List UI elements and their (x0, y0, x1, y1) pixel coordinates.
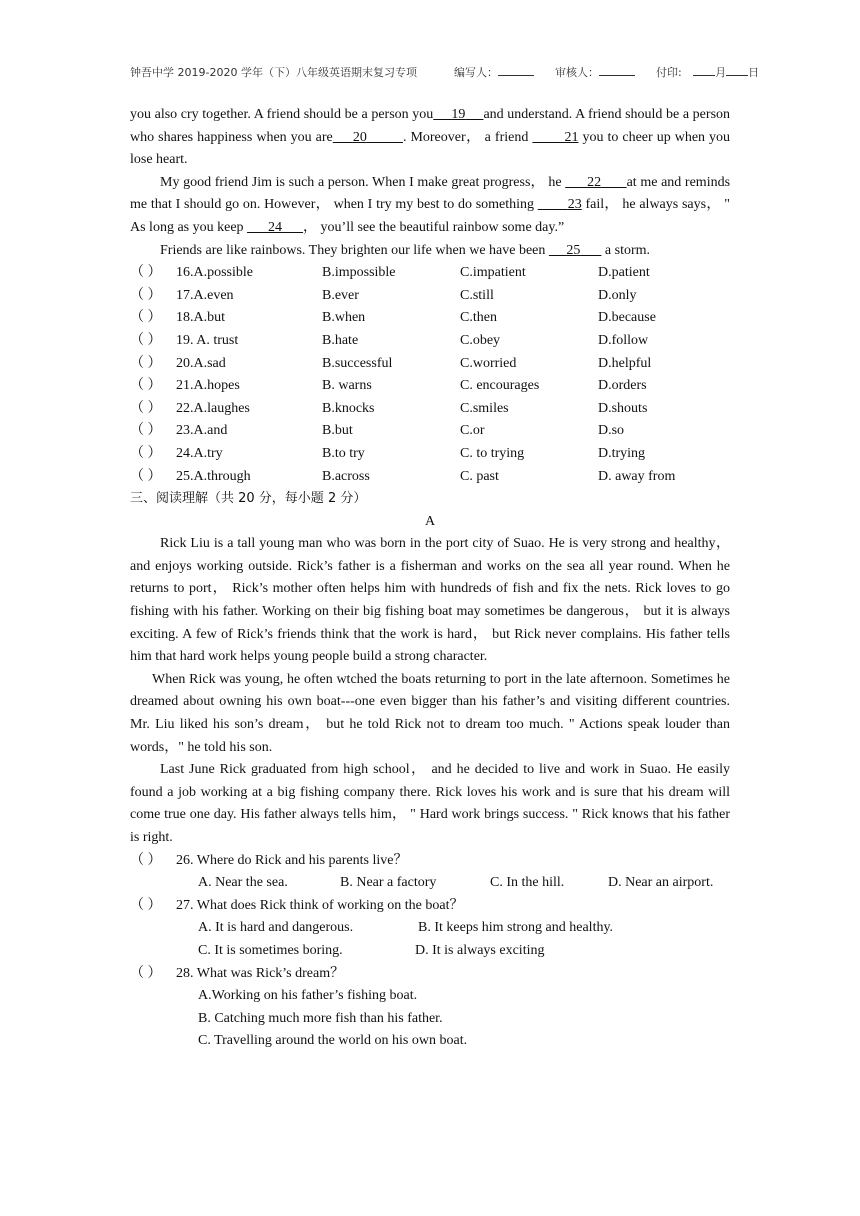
option-d: D.shouts (598, 400, 648, 416)
blank-25 (549, 243, 602, 258)
option-c: C. to trying (460, 445, 525, 461)
option-a: 17.A.even (176, 287, 234, 303)
question-stem (130, 963, 730, 986)
answer-bracket[interactable]: （ ） (130, 378, 162, 394)
month-blank (693, 65, 715, 76)
blank-number: 21 (564, 129, 579, 145)
text: Friends are like rainbows. They brighten our life when we have been (160, 242, 546, 258)
cloze-paragraph-1 (130, 104, 730, 172)
option-list (130, 262, 730, 488)
page-header (130, 64, 760, 80)
option-a: 19. A. trust (176, 332, 239, 348)
blank-number: 19 (451, 107, 466, 122)
option-d: D.trying (598, 445, 646, 461)
choice-row (130, 872, 730, 895)
blank-20 (333, 130, 403, 145)
blank-number: 20 (352, 129, 367, 145)
choice-d: D. Near an airport. (608, 875, 714, 891)
option-c: C. past (460, 468, 499, 484)
option-row (130, 330, 730, 353)
section-title: 三、阅读理解（共 20 分，每小题 2 分） (130, 491, 367, 507)
header-reviewer-label: 审核人： (554, 66, 599, 79)
blank-19 (433, 107, 483, 122)
choice-d: D. It is always exciting (415, 942, 545, 958)
question-text: 26. Where do Rick and his parents live？ (176, 852, 408, 868)
day-blank (726, 65, 748, 76)
choice-row (130, 1030, 730, 1053)
answer-bracket[interactable]: （ ） (130, 852, 162, 868)
option-a: 25.A.through (176, 468, 251, 484)
text: you to cheer up when you lose heart. (130, 129, 731, 168)
question-text: 27. What does Rick think of working on the boat？ (176, 897, 464, 913)
blank-number: 23 (567, 197, 582, 213)
option-d: D.helpful (598, 355, 652, 371)
choice-b: B. It keeps him strong and healthy. (418, 920, 614, 936)
option-b: B.impossible (322, 265, 396, 281)
option-c: C.worried (460, 355, 517, 371)
choice-a: A. Near the sea. (198, 875, 288, 891)
choice-b: B. Catching much more fish than his father. (198, 1010, 443, 1026)
header-month: 月 (715, 66, 727, 79)
choice-c: C. In the hill. (490, 875, 565, 891)
option-row (130, 398, 730, 421)
option-row (130, 262, 730, 285)
option-a: 24.A.try (176, 445, 223, 461)
choice-row (130, 1008, 730, 1031)
option-row (130, 466, 730, 489)
answer-bracket[interactable]: （ ） (130, 332, 162, 348)
cloze-paragraph-3 (130, 240, 730, 263)
question-27 (130, 895, 730, 963)
editor-blank (498, 65, 534, 76)
choice-c: C. It is sometimes boring. (198, 942, 343, 958)
option-c: C. encourages (460, 378, 540, 394)
question-text: 28. What was Rick’s dream？ (176, 965, 345, 981)
blank-22 (565, 175, 626, 190)
question-stem (130, 895, 730, 918)
choice-row (130, 985, 730, 1008)
option-a: 16.A.possible (176, 265, 253, 281)
answer-bracket[interactable]: （ ） (130, 897, 162, 913)
answer-bracket[interactable]: （ ） (130, 287, 162, 303)
answer-bracket[interactable]: （ ） (130, 355, 162, 371)
reading-paragraph-1: Rick Liu is a tall young man who was born in the port city of Suao. He is very strong and healthy， and enjoys working outside. Rick’s father is a fisherman and works on the sea all year round. When he returns to port， Rick’s mother often helps him with hundreds of fish and fix the nets. Rick loves to go fishing with his father. Working on their big fishing boat may sometimes be dangerous， but it is always exciting. A few of Rick’s friends think that the work is hard， but Rick never complains. His father tells him that hard work helps young people build a strong character. (130, 536, 730, 665)
answer-bracket[interactable]: （ ） (130, 965, 162, 981)
answer-bracket[interactable]: （ ） (130, 423, 162, 439)
option-d: D.follow (598, 332, 649, 348)
option-d: D.patient (598, 265, 650, 281)
option-b: B.successful (322, 355, 393, 371)
question-28 (130, 963, 730, 1053)
choice-c: C. Travelling around the world on his own boat. (198, 1033, 468, 1049)
option-b: B. warns (322, 378, 372, 394)
choice-a: A. It is hard and dangerous. (198, 920, 354, 936)
option-d: D.because (598, 310, 656, 326)
text: . Moreover， a friend (402, 129, 529, 145)
option-a: 20.A.sad (176, 355, 226, 371)
text: fail， he always says， " As long as you keep (130, 197, 731, 235)
option-row (130, 285, 730, 308)
header-day: 日 (748, 66, 760, 79)
option-a: 22.A.laughes (176, 400, 250, 416)
choice-row (130, 917, 730, 940)
option-b: B.when (322, 310, 366, 326)
option-b: B.ever (322, 287, 359, 303)
text: ， you’ll see the beautiful rainbow some day.” (303, 219, 565, 235)
answer-bracket[interactable]: （ ） (130, 445, 162, 461)
header-school: 钟吾中学 2019-2020 学年（下）八年级英语期末复习专项 (130, 66, 417, 79)
blank-number: 25 (566, 242, 581, 258)
option-row (130, 307, 730, 330)
option-d: D.only (598, 287, 637, 303)
choice-a: A.Working on his father’s fishing boat. (198, 988, 418, 1004)
blank-24 (247, 220, 303, 235)
header-print-label: 付印: (655, 66, 682, 79)
blank-number: 22 (587, 174, 602, 190)
reading-paragraph-2: When Rick was young, he often wtched the boats returning to port in the late afternoon. Sometimes he dreamed about owning his own boat---one even bigger than his father’s and visiting different countries. Mr. Liu liked his son’s dream， but he told Rick not to dream too much. " Actions speak louder than words，" he told his son. (130, 671, 730, 755)
reviewer-blank (599, 65, 635, 76)
text: a storm. (604, 242, 651, 258)
text: and understand. A friend should be a person who shares happiness when you are (130, 107, 731, 145)
option-c: C.obey (460, 332, 501, 348)
blank-21 (532, 130, 578, 145)
passage-label: A (424, 513, 436, 529)
text: My good friend Jim is such a person. When I make great progress， he (160, 174, 562, 190)
answer-bracket[interactable]: （ ） (130, 400, 162, 416)
option-c: C.smiles (460, 400, 509, 416)
choice-row (130, 940, 730, 963)
header-editor-label: 编写人： (453, 66, 498, 79)
cloze-paragraph-2 (130, 172, 730, 240)
answer-bracket[interactable]: （ ） (130, 310, 162, 326)
option-c: C.still (460, 287, 494, 303)
blank-23 (538, 197, 582, 212)
document-body (130, 104, 730, 1053)
option-b: B.knocks (322, 400, 375, 416)
option-d: D.so (598, 423, 625, 439)
option-b: B.across (322, 468, 370, 484)
choice-b: B. Near a factory (340, 875, 437, 891)
question-26 (130, 850, 730, 895)
option-c: C.then (460, 310, 497, 326)
option-c: C.impatient (460, 265, 526, 281)
option-d: D. away from (598, 468, 676, 484)
option-b: B.to try (322, 445, 365, 461)
option-row (130, 420, 730, 443)
answer-bracket[interactable]: （ ） (130, 468, 162, 484)
option-a: 23.A.and (176, 423, 228, 439)
blank-number: 24 (268, 219, 283, 235)
answer-bracket[interactable]: （ ） (130, 265, 162, 281)
option-b: B.but (322, 423, 353, 439)
option-row (130, 443, 730, 466)
option-row (130, 375, 730, 398)
option-row (130, 353, 730, 376)
option-c: C.or (460, 423, 485, 439)
option-a: 21.A.hopes (176, 378, 240, 394)
text: at me and reminds me that I should go on. However， when I try my best to do something (130, 174, 731, 213)
reading-paragraph-3: Last June Rick graduated from high school， and he decided to live and work in Suao. He easily found a job working at a big fishing company there. Rick loves his work and is sure that his dream will come true one day. His father always tells him， " Hard work brings success. " Rick knows that his father is right. (130, 762, 730, 845)
question-stem (130, 850, 730, 873)
text: you also cry together. A friend should be a person you (130, 107, 434, 122)
option-a: 18.A.but (176, 310, 225, 326)
option-b: B.hate (322, 332, 359, 348)
option-d: D.orders (598, 378, 647, 394)
